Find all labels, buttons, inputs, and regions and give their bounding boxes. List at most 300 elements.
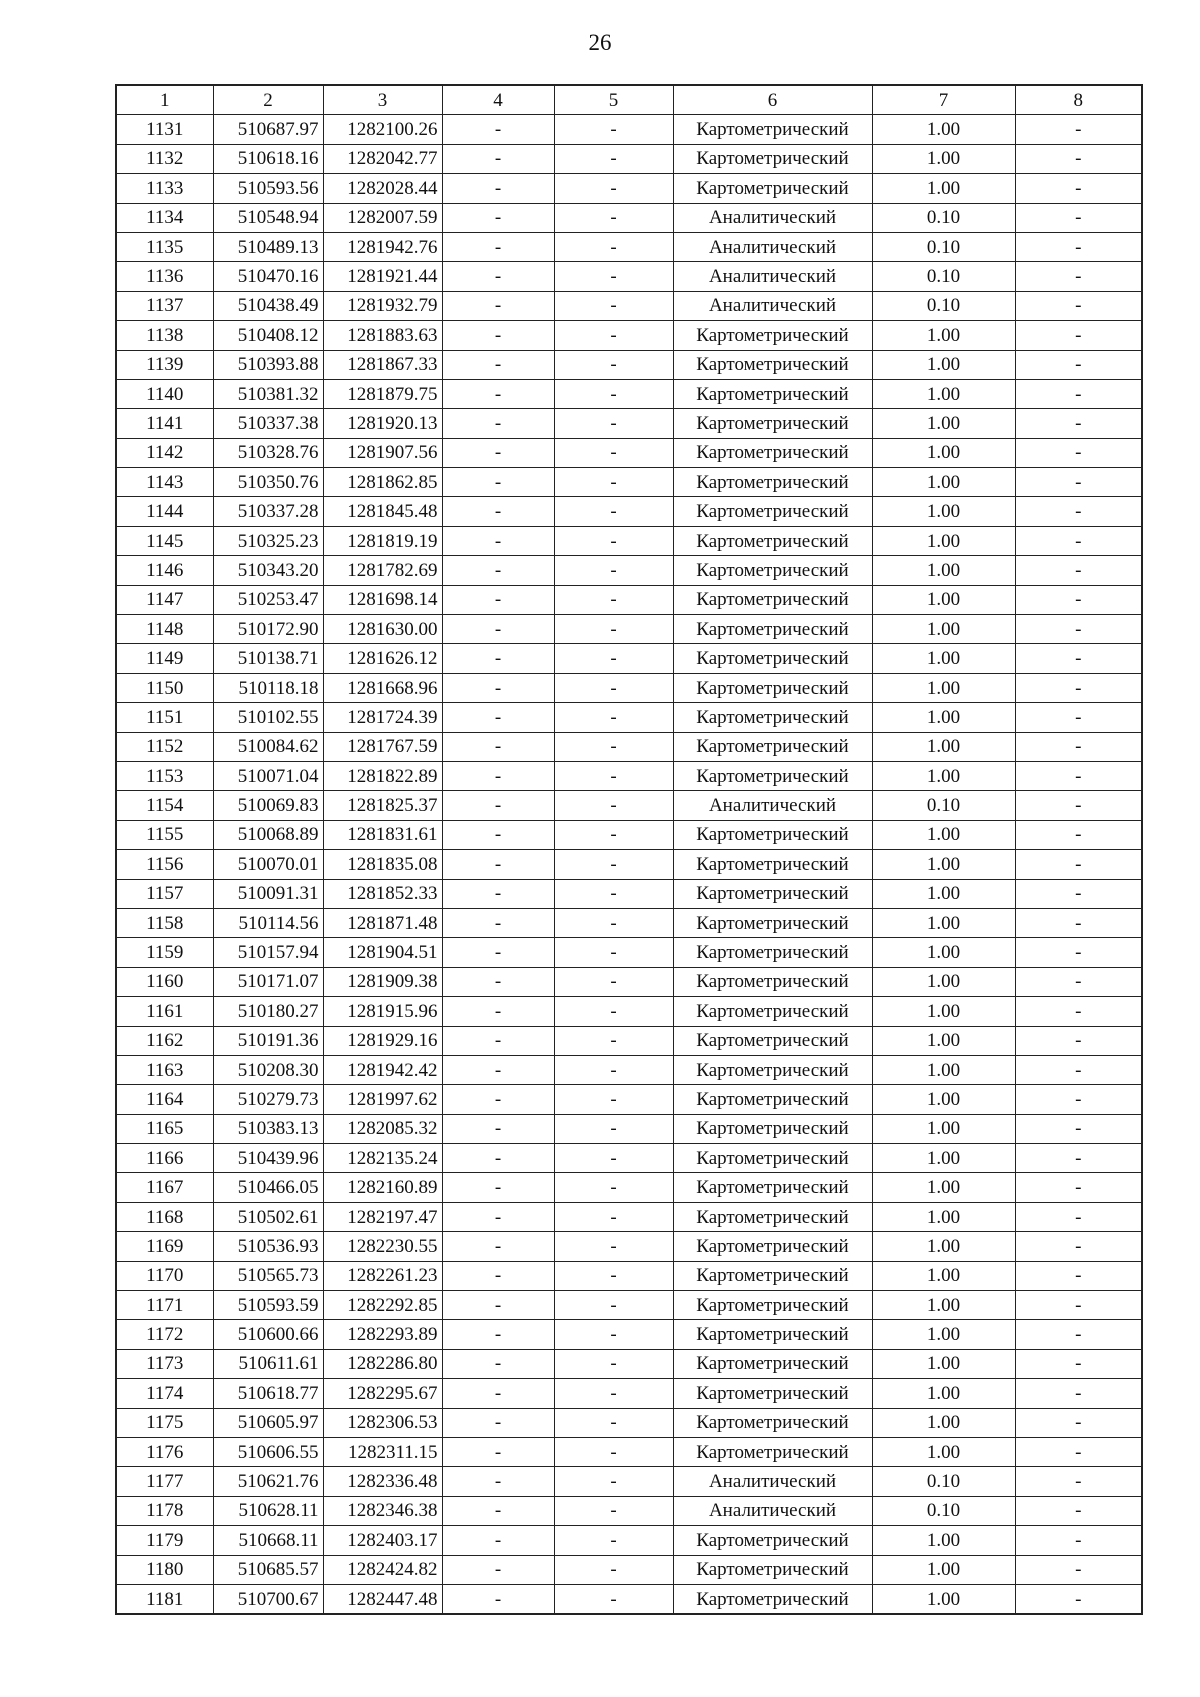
- cell-coord-x: 510687.97: [213, 115, 323, 144]
- cell-col-8: -: [1015, 438, 1142, 467]
- cell-method: Картометрический: [673, 908, 872, 937]
- cell-col-8: -: [1015, 409, 1142, 438]
- cell-col-5: -: [554, 967, 673, 996]
- cell-coord-x: 510668.11: [213, 1526, 323, 1555]
- cell-accuracy: 1.00: [872, 850, 1015, 879]
- cell-point-number: 1158: [116, 908, 213, 937]
- cell-col-4: -: [442, 850, 554, 879]
- cell-col-8: -: [1015, 850, 1142, 879]
- cell-col-5: -: [554, 438, 673, 467]
- cell-col-8: -: [1015, 1437, 1142, 1466]
- cell-col-5: -: [554, 1085, 673, 1114]
- table-row: [116, 1496, 1142, 1525]
- cell-coord-y: 1282261.23: [323, 1261, 442, 1290]
- cell-col-5: -: [554, 203, 673, 232]
- cell-col-4: -: [442, 997, 554, 1026]
- cell-point-number: 1147: [116, 585, 213, 614]
- cell-col-8: -: [1015, 526, 1142, 555]
- cell-accuracy: 1.00: [872, 644, 1015, 673]
- cell-accuracy: 1.00: [872, 1408, 1015, 1437]
- cell-method: Картометрический: [673, 820, 872, 849]
- cell-accuracy: 1.00: [872, 379, 1015, 408]
- cell-col-4: -: [442, 556, 554, 585]
- cell-col-4: -: [442, 1232, 554, 1261]
- cell-col-8: -: [1015, 350, 1142, 379]
- cell-accuracy: 1.00: [872, 468, 1015, 497]
- cell-coord-y: 1282100.26: [323, 115, 442, 144]
- cell-point-number: 1160: [116, 967, 213, 996]
- cell-col-5: -: [554, 556, 673, 585]
- cell-col-8: -: [1015, 174, 1142, 203]
- cell-method: Картометрический: [673, 1408, 872, 1437]
- cell-col-5: -: [554, 1261, 673, 1290]
- cell-col-8: -: [1015, 291, 1142, 320]
- cell-accuracy: 1.00: [872, 174, 1015, 203]
- cell-point-number: 1144: [116, 497, 213, 526]
- cell-col-8: -: [1015, 644, 1142, 673]
- cell-method: Картометрический: [673, 673, 872, 702]
- cell-point-number: 1151: [116, 703, 213, 732]
- cell-col-5: -: [554, 468, 673, 497]
- cell-coord-x: 510618.77: [213, 1379, 323, 1408]
- cell-point-number: 1148: [116, 615, 213, 644]
- cell-col-4: -: [442, 1085, 554, 1114]
- cell-coord-y: 1282197.47: [323, 1202, 442, 1231]
- cell-method: Картометрический: [673, 967, 872, 996]
- cell-method: Картометрический: [673, 879, 872, 908]
- cell-col-4: -: [442, 879, 554, 908]
- cell-accuracy: 1.00: [872, 1144, 1015, 1173]
- cell-accuracy: 1.00: [872, 1584, 1015, 1614]
- cell-coord-x: 510102.55: [213, 703, 323, 732]
- cell-coord-x: 510536.93: [213, 1232, 323, 1261]
- coordinates-table: [115, 84, 1143, 1615]
- cell-coord-y: 1282007.59: [323, 203, 442, 232]
- table-row: [116, 174, 1142, 203]
- table-row: [116, 1349, 1142, 1378]
- table-row: [116, 1555, 1142, 1584]
- cell-accuracy: 0.10: [872, 262, 1015, 291]
- table-row: [116, 997, 1142, 1026]
- cell-point-number: 1136: [116, 262, 213, 291]
- cell-coord-y: 1282160.89: [323, 1173, 442, 1202]
- cell-coord-x: 510138.71: [213, 644, 323, 673]
- table-row: [116, 615, 1142, 644]
- cell-accuracy: 1.00: [872, 1055, 1015, 1084]
- cell-coord-x: 510685.57: [213, 1555, 323, 1584]
- cell-coord-y: 1282028.44: [323, 174, 442, 203]
- cell-coord-y: 1281825.37: [323, 791, 442, 820]
- cell-method: Картометрический: [673, 938, 872, 967]
- cell-accuracy: 1.00: [872, 1173, 1015, 1202]
- cell-accuracy: 1.00: [872, 1349, 1015, 1378]
- cell-coord-x: 510489.13: [213, 232, 323, 261]
- cell-accuracy: 1.00: [872, 820, 1015, 849]
- cell-col-5: -: [554, 1584, 673, 1614]
- cell-accuracy: 1.00: [872, 1232, 1015, 1261]
- cell-coord-x: 510068.89: [213, 820, 323, 849]
- cell-col-5: -: [554, 938, 673, 967]
- cell-coord-x: 510605.97: [213, 1408, 323, 1437]
- cell-col-8: -: [1015, 497, 1142, 526]
- cell-col-4: -: [442, 615, 554, 644]
- cell-accuracy: 1.00: [872, 526, 1015, 555]
- cell-accuracy: 1.00: [872, 938, 1015, 967]
- cell-col-5: -: [554, 1408, 673, 1437]
- cell-col-5: -: [554, 732, 673, 761]
- cell-col-4: -: [442, 1467, 554, 1496]
- cell-col-5: -: [554, 232, 673, 261]
- cell-col-5: -: [554, 908, 673, 937]
- cell-point-number: 1132: [116, 144, 213, 173]
- cell-point-number: 1171: [116, 1291, 213, 1320]
- cell-method: Аналитический: [673, 791, 872, 820]
- cell-coord-y: 1281920.13: [323, 409, 442, 438]
- cell-method: Картометрический: [673, 1085, 872, 1114]
- table-row: [116, 556, 1142, 585]
- cell-coord-x: 510611.61: [213, 1349, 323, 1378]
- cell-col-8: -: [1015, 967, 1142, 996]
- cell-col-5: -: [554, 1555, 673, 1584]
- cell-accuracy: 1.00: [872, 1379, 1015, 1408]
- cell-col-5: -: [554, 1173, 673, 1202]
- cell-point-number: 1165: [116, 1114, 213, 1143]
- cell-col-5: -: [554, 1349, 673, 1378]
- cell-accuracy: 1.00: [872, 703, 1015, 732]
- cell-coord-y: 1282336.48: [323, 1467, 442, 1496]
- cell-col-8: -: [1015, 1555, 1142, 1584]
- cell-coord-y: 1281835.08: [323, 850, 442, 879]
- cell-coord-x: 510114.56: [213, 908, 323, 937]
- cell-col-5: -: [554, 1526, 673, 1555]
- cell-coord-y: 1281698.14: [323, 585, 442, 614]
- cell-accuracy: 1.00: [872, 967, 1015, 996]
- cell-point-number: 1167: [116, 1173, 213, 1202]
- cell-col-8: -: [1015, 1114, 1142, 1143]
- cell-col-8: -: [1015, 1173, 1142, 1202]
- cell-col-5: -: [554, 1202, 673, 1231]
- cell-coord-x: 510350.76: [213, 468, 323, 497]
- table-row: [116, 703, 1142, 732]
- cell-coord-x: 510069.83: [213, 791, 323, 820]
- cell-method: Картометрический: [673, 1173, 872, 1202]
- cell-col-8: -: [1015, 203, 1142, 232]
- cell-accuracy: 1.00: [872, 409, 1015, 438]
- cell-accuracy: 1.00: [872, 1114, 1015, 1143]
- cell-method: Аналитический: [673, 232, 872, 261]
- cell-point-number: 1131: [116, 115, 213, 144]
- cell-point-number: 1145: [116, 526, 213, 555]
- cell-method: Аналитический: [673, 262, 872, 291]
- cell-coord-x: 510408.12: [213, 321, 323, 350]
- cell-method: Картометрический: [673, 1232, 872, 1261]
- table-row: [116, 908, 1142, 937]
- table-row: [116, 379, 1142, 408]
- cell-col-5: -: [554, 1320, 673, 1349]
- cell-method: Картометрический: [673, 1526, 872, 1555]
- cell-coord-y: 1281630.00: [323, 615, 442, 644]
- cell-method: Картометрический: [673, 1114, 872, 1143]
- table-row: [116, 526, 1142, 555]
- cell-point-number: 1164: [116, 1085, 213, 1114]
- cell-method: Картометрический: [673, 174, 872, 203]
- cell-coord-x: 510593.59: [213, 1291, 323, 1320]
- cell-col-4: -: [442, 791, 554, 820]
- cell-point-number: 1162: [116, 1026, 213, 1055]
- cell-method: Картометрический: [673, 1555, 872, 1584]
- cell-method: Картометрический: [673, 1320, 872, 1349]
- cell-col-8: -: [1015, 262, 1142, 291]
- table-row: [116, 291, 1142, 320]
- table-row: [116, 1584, 1142, 1614]
- cell-coord-y: 1281782.69: [323, 556, 442, 585]
- table-row: [116, 1026, 1142, 1055]
- cell-accuracy: 1.00: [872, 1202, 1015, 1231]
- cell-col-4: -: [442, 350, 554, 379]
- cell-col-4: -: [442, 115, 554, 144]
- cell-col-8: -: [1015, 1584, 1142, 1614]
- table-row: [116, 1173, 1142, 1202]
- cell-point-number: 1149: [116, 644, 213, 673]
- cell-accuracy: 0.10: [872, 291, 1015, 320]
- cell-point-number: 1141: [116, 409, 213, 438]
- cell-col-4: -: [442, 526, 554, 555]
- cell-col-5: -: [554, 526, 673, 555]
- cell-point-number: 1152: [116, 732, 213, 761]
- cell-col-4: -: [442, 967, 554, 996]
- cell-col-8: -: [1015, 997, 1142, 1026]
- cell-col-8: -: [1015, 732, 1142, 761]
- cell-coord-x: 510118.18: [213, 673, 323, 702]
- cell-col-8: -: [1015, 761, 1142, 790]
- table-row: [116, 1526, 1142, 1555]
- cell-point-number: 1178: [116, 1496, 213, 1525]
- table-row: [116, 262, 1142, 291]
- cell-point-number: 1156: [116, 850, 213, 879]
- cell-col-8: -: [1015, 1496, 1142, 1525]
- table-row: [116, 232, 1142, 261]
- table-row: [116, 761, 1142, 790]
- cell-col-5: -: [554, 1114, 673, 1143]
- table-row: [116, 1291, 1142, 1320]
- cell-col-4: -: [442, 321, 554, 350]
- cell-accuracy: 1.00: [872, 1437, 1015, 1466]
- cell-col-4: -: [442, 232, 554, 261]
- cell-point-number: 1180: [116, 1555, 213, 1584]
- cell-method: Картометрический: [673, 144, 872, 173]
- cell-point-number: 1161: [116, 997, 213, 1026]
- cell-col-8: -: [1015, 1026, 1142, 1055]
- cell-col-5: -: [554, 673, 673, 702]
- cell-coord-x: 510279.73: [213, 1085, 323, 1114]
- cell-point-number: 1170: [116, 1261, 213, 1290]
- cell-col-5: -: [554, 409, 673, 438]
- column-header-6: 6: [673, 85, 872, 115]
- cell-col-4: -: [442, 497, 554, 526]
- cell-coord-y: 1281852.33: [323, 879, 442, 908]
- cell-col-5: -: [554, 115, 673, 144]
- cell-point-number: 1175: [116, 1408, 213, 1437]
- table-row: [116, 438, 1142, 467]
- cell-method: Картометрический: [673, 1437, 872, 1466]
- cell-col-8: -: [1015, 703, 1142, 732]
- cell-point-number: 1181: [116, 1584, 213, 1614]
- cell-coord-y: 1282042.77: [323, 144, 442, 173]
- cell-coord-x: 510172.90: [213, 615, 323, 644]
- cell-coord-x: 510343.20: [213, 556, 323, 585]
- cell-method: Картометрический: [673, 761, 872, 790]
- cell-coord-x: 510621.76: [213, 1467, 323, 1496]
- cell-coord-x: 510438.49: [213, 291, 323, 320]
- cell-col-8: -: [1015, 1467, 1142, 1496]
- cell-method: Картометрический: [673, 1261, 872, 1290]
- cell-coord-y: 1282230.55: [323, 1232, 442, 1261]
- cell-coord-x: 510191.36: [213, 1026, 323, 1055]
- cell-col-5: -: [554, 291, 673, 320]
- cell-coord-x: 510628.11: [213, 1496, 323, 1525]
- cell-coord-y: 1281997.62: [323, 1085, 442, 1114]
- cell-coord-y: 1282286.80: [323, 1349, 442, 1378]
- cell-accuracy: 1.00: [872, 908, 1015, 937]
- cell-col-4: -: [442, 644, 554, 673]
- cell-method: Картометрический: [673, 1055, 872, 1084]
- cell-col-8: -: [1015, 1291, 1142, 1320]
- cell-method: Картометрический: [673, 526, 872, 555]
- cell-coord-x: 510157.94: [213, 938, 323, 967]
- table-row: [116, 791, 1142, 820]
- cell-method: Картометрический: [673, 1291, 872, 1320]
- cell-col-5: -: [554, 321, 673, 350]
- cell-accuracy: 1.00: [872, 350, 1015, 379]
- cell-col-8: -: [1015, 1526, 1142, 1555]
- cell-method: Картометрический: [673, 850, 872, 879]
- cell-col-4: -: [442, 1291, 554, 1320]
- cell-col-4: -: [442, 732, 554, 761]
- cell-col-5: -: [554, 761, 673, 790]
- table-row: [116, 321, 1142, 350]
- cell-point-number: 1168: [116, 1202, 213, 1231]
- cell-method: Картометрический: [673, 438, 872, 467]
- cell-col-4: -: [442, 1320, 554, 1349]
- cell-coord-y: 1281942.76: [323, 232, 442, 261]
- cell-method: Картометрический: [673, 350, 872, 379]
- table-row: [116, 1437, 1142, 1466]
- cell-coord-y: 1282295.67: [323, 1379, 442, 1408]
- cell-col-8: -: [1015, 468, 1142, 497]
- cell-coord-x: 510381.32: [213, 379, 323, 408]
- cell-coord-y: 1281862.85: [323, 468, 442, 497]
- cell-coord-y: 1281822.89: [323, 761, 442, 790]
- cell-col-5: -: [554, 1144, 673, 1173]
- cell-col-4: -: [442, 673, 554, 702]
- cell-coord-y: 1281904.51: [323, 938, 442, 967]
- cell-coord-x: 510253.47: [213, 585, 323, 614]
- table-row: [116, 1467, 1142, 1496]
- cell-col-5: -: [554, 850, 673, 879]
- cell-method: Аналитический: [673, 1496, 872, 1525]
- cell-col-4: -: [442, 1144, 554, 1173]
- cell-point-number: 1150: [116, 673, 213, 702]
- cell-col-4: -: [442, 1526, 554, 1555]
- cell-point-number: 1143: [116, 468, 213, 497]
- table-row: [116, 1320, 1142, 1349]
- table-row: [116, 1144, 1142, 1173]
- column-header-2: 2: [213, 85, 323, 115]
- cell-accuracy: 1.00: [872, 1085, 1015, 1114]
- cell-col-8: -: [1015, 791, 1142, 820]
- table-row: [116, 585, 1142, 614]
- cell-accuracy: 1.00: [872, 615, 1015, 644]
- cell-coord-y: 1281831.61: [323, 820, 442, 849]
- cell-method: Картометрический: [673, 997, 872, 1026]
- cell-accuracy: 0.10: [872, 1496, 1015, 1525]
- cell-col-4: -: [442, 291, 554, 320]
- cell-coord-x: 510700.67: [213, 1584, 323, 1614]
- cell-coord-y: 1281724.39: [323, 703, 442, 732]
- column-header-3: 3: [323, 85, 442, 115]
- cell-col-4: -: [442, 1584, 554, 1614]
- cell-accuracy: 1.00: [872, 497, 1015, 526]
- cell-col-4: -: [442, 938, 554, 967]
- cell-point-number: 1169: [116, 1232, 213, 1261]
- cell-coord-x: 510084.62: [213, 732, 323, 761]
- cell-coord-x: 510393.88: [213, 350, 323, 379]
- table-row: [116, 497, 1142, 526]
- cell-col-5: -: [554, 879, 673, 908]
- cell-coord-x: 510383.13: [213, 1114, 323, 1143]
- cell-point-number: 1166: [116, 1144, 213, 1173]
- cell-col-5: -: [554, 1026, 673, 1055]
- cell-point-number: 1153: [116, 761, 213, 790]
- cell-col-5: -: [554, 791, 673, 820]
- table-row: [116, 879, 1142, 908]
- cell-coord-x: 510606.55: [213, 1437, 323, 1466]
- cell-method: Аналитический: [673, 203, 872, 232]
- cell-col-4: -: [442, 468, 554, 497]
- cell-col-5: -: [554, 820, 673, 849]
- table-row: [116, 1114, 1142, 1143]
- table-row: [116, 468, 1142, 497]
- cell-point-number: 1177: [116, 1467, 213, 1496]
- cell-col-5: -: [554, 1232, 673, 1261]
- table-row: [116, 203, 1142, 232]
- cell-method: Картометрический: [673, 497, 872, 526]
- cell-coord-y: 1281942.42: [323, 1055, 442, 1084]
- cell-coord-y: 1282311.15: [323, 1437, 442, 1466]
- cell-col-5: -: [554, 644, 673, 673]
- cell-point-number: 1176: [116, 1437, 213, 1466]
- cell-accuracy: 1.00: [872, 585, 1015, 614]
- cell-point-number: 1140: [116, 379, 213, 408]
- cell-method: Картометрический: [673, 409, 872, 438]
- cell-col-8: -: [1015, 232, 1142, 261]
- column-header-1: 1: [116, 85, 213, 115]
- cell-method: Картометрический: [673, 115, 872, 144]
- cell-col-4: -: [442, 1173, 554, 1202]
- cell-col-4: -: [442, 703, 554, 732]
- cell-coord-x: 510071.04: [213, 761, 323, 790]
- cell-point-number: 1155: [116, 820, 213, 849]
- cell-coord-y: 1281819.19: [323, 526, 442, 555]
- table-row: [116, 850, 1142, 879]
- cell-method: Аналитический: [673, 1467, 872, 1496]
- cell-col-8: -: [1015, 820, 1142, 849]
- table-header-row: [116, 85, 1142, 115]
- table-row: [116, 938, 1142, 967]
- cell-accuracy: 1.00: [872, 438, 1015, 467]
- cell-method: Аналитический: [673, 291, 872, 320]
- cell-col-4: -: [442, 438, 554, 467]
